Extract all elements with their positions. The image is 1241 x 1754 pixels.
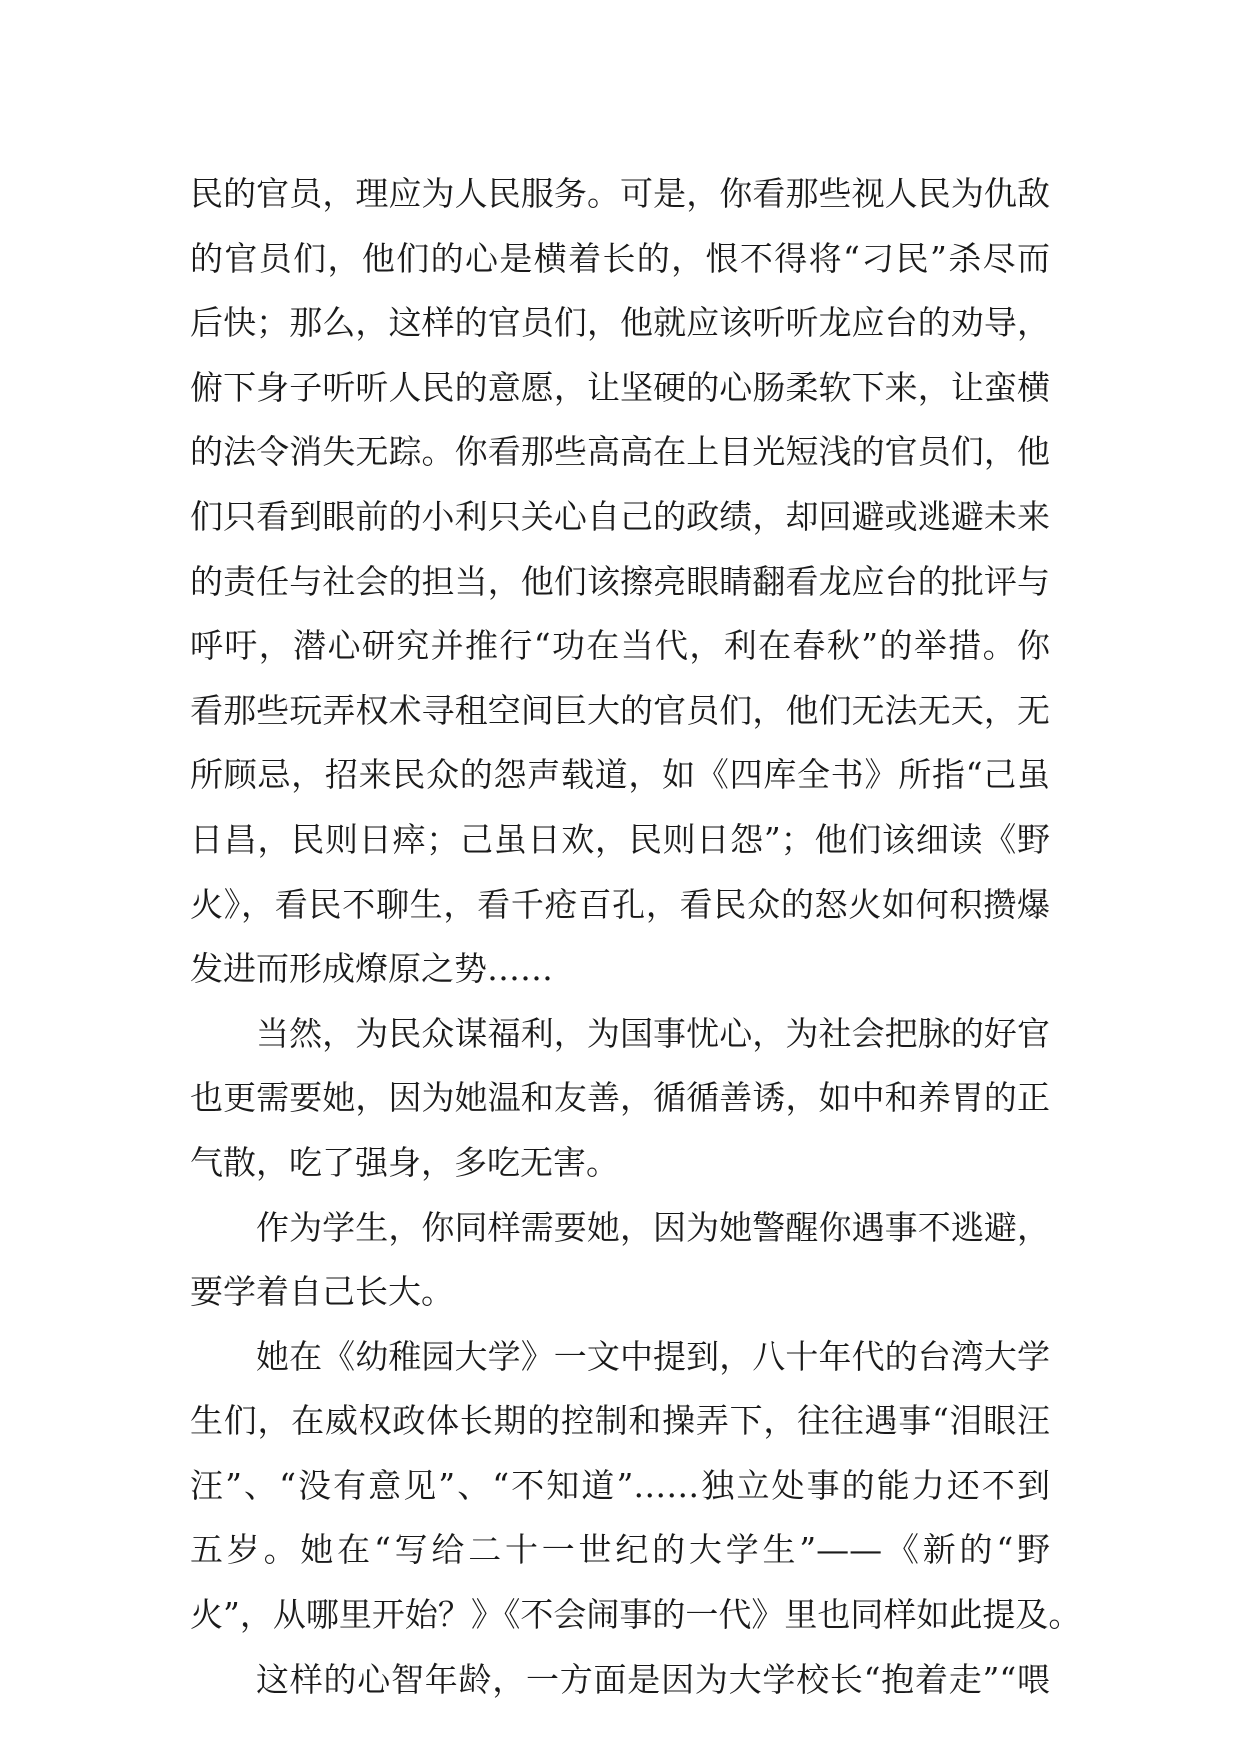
document-page [190, 162, 1082, 1712]
text-line: 的法令消失无踪。你看那些高高在上目光短浅的官员们，他 [190, 432, 1050, 472]
text-line: 要学着自己长大。 [190, 1272, 454, 1312]
text-line: 俯下身子听听人民的意愿，让坚硬的心肠柔软下来，让蛮横 [190, 367, 1050, 407]
text-line: 火”，从哪里开始？》《不会闹事的一代》里也同样如此提及。 [190, 1595, 1082, 1635]
text-line: 看那些玩弄权术寻租空间巨大的官员们，他们无法无天，无 [190, 690, 1050, 730]
text-line: 后快；那么，这样的官员们，他就应该听听龙应台的劝导， [190, 303, 1050, 343]
text-line: 呼吁，潜心研究并推行“功在当代，利在春秋”的举措。你 [190, 626, 1050, 666]
text-line: 也更需要她，因为她温和友善，循循善诱，如中和养胃的正 [190, 1078, 1050, 1118]
text-line: 当然，为民众谋福利，为国事忧心，为社会把脉的好官 [256, 1013, 1050, 1053]
text-line: 作为学生，你同样需要她，因为她警醒你遇事不逃避， [256, 1207, 1050, 1247]
text-line: 发进而形成燎原之势…… [190, 949, 553, 989]
text-line: 民的官员，理应为人民服务。可是，你看那些视人民为仇敌 [190, 174, 1050, 213]
text-line: 汪”、“没有意见”、“不知道”……独立处事的能力还不到 [190, 1465, 1050, 1505]
text-line: 火》，看民不聊生，看千疮百孔，看民众的怒火如何积攒爆 [190, 884, 1050, 924]
text-line: 气散，吃了强身，多吃无害。 [190, 1142, 619, 1182]
text-line: 们只看到眼前的小利只关心自己的政绩，却回避或逃避未来 [190, 496, 1050, 536]
text-line: 的责任与社会的担当，他们该擦亮眼睛翻看龙应台的批评与 [190, 561, 1050, 601]
text-line: 的官员们，他们的心是横着长的，恨不得将“刁民”杀尽而 [190, 238, 1050, 278]
text-line: 五岁。她在“写给二十一世纪的大学生”——《新的“野 [190, 1530, 1050, 1570]
text-line: 生们，在威权政体长期的控制和操弄下，往往遇事“泪眼汪 [190, 1401, 1050, 1441]
text-line: 这样的心智年龄，一方面是因为大学校长“抱着走”“喂 [256, 1659, 1050, 1699]
text-line: 她在《幼稚园大学》一文中提到，八十年代的台湾大学 [256, 1336, 1050, 1376]
text-line: 日昌，民则日瘁；己虽日欢，民则日怨”；他们该细读《野 [190, 819, 1050, 859]
text-line: 所顾忌，招来民众的怨声载道，如《四库全书》所指“己虽 [190, 755, 1050, 795]
